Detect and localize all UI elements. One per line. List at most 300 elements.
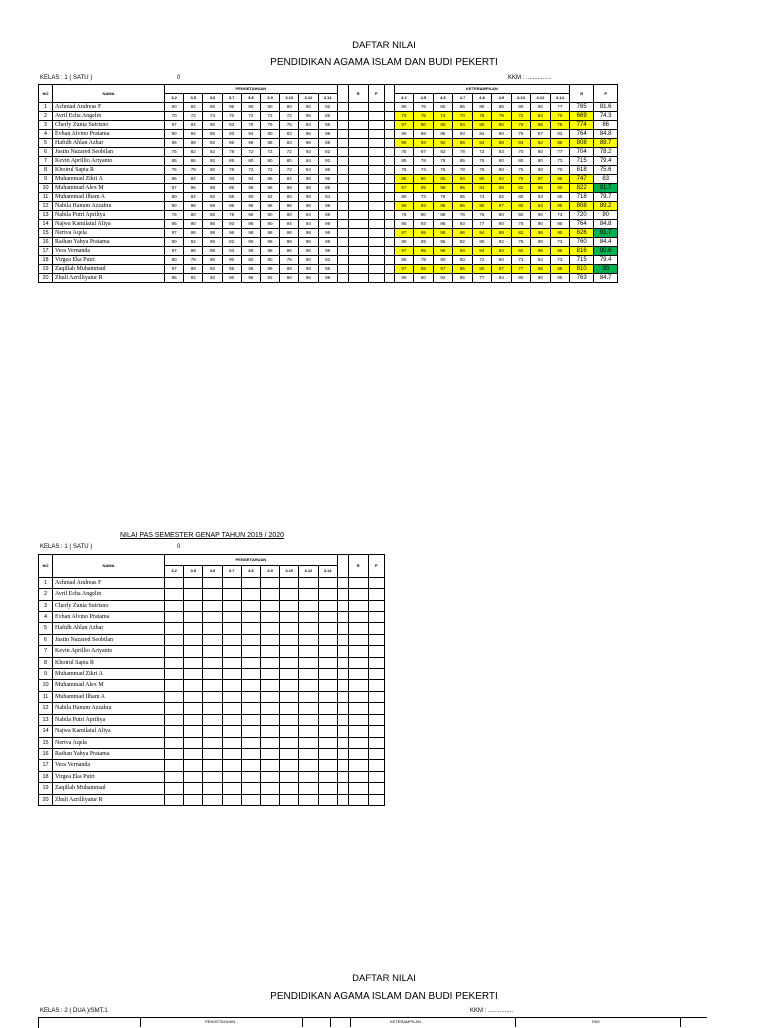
score-cell <box>165 714 184 725</box>
average-p: 74.3 <box>594 112 618 121</box>
score-cell <box>260 783 279 794</box>
average-p: 79.4 <box>594 256 618 265</box>
ket-score: 90 <box>531 238 551 247</box>
peng-score: 86 <box>260 175 279 184</box>
row-no: 16 <box>39 238 53 247</box>
ket-score: 82 <box>511 184 531 193</box>
empty-cell <box>337 783 348 794</box>
score-cell <box>299 737 318 748</box>
average-p: 91.7 <box>594 184 618 193</box>
empty-cell <box>348 139 368 148</box>
header-kd: 3.2 <box>165 566 184 577</box>
ket-score: 80 <box>492 121 512 130</box>
score-cell <box>260 657 279 668</box>
header-kd: 3.6 <box>203 94 222 103</box>
empty-cell <box>368 148 384 157</box>
ket-score: 85 <box>394 157 414 166</box>
header-kd: 3.7 <box>222 94 241 103</box>
header-kd: 4.2 <box>394 94 414 103</box>
score-cell <box>299 726 318 737</box>
empty-cell <box>337 256 348 265</box>
score-cell <box>299 760 318 771</box>
peng-score: 80 <box>184 211 203 220</box>
ket-score: 90 <box>394 202 414 211</box>
peng-score: 80 <box>280 103 299 112</box>
peng-score: 86 <box>203 220 222 229</box>
peng-score: 96 <box>299 247 318 256</box>
peng-score: 92 <box>260 193 279 202</box>
table-row <box>39 657 385 668</box>
peng-score: 90 <box>222 274 241 283</box>
header-kd: 3.12 <box>299 94 318 103</box>
ket-score: 80 <box>472 121 492 130</box>
peng-score: 90 <box>299 256 318 265</box>
ket-score: 95 <box>414 184 434 193</box>
score-cell <box>165 612 184 623</box>
score-cell <box>318 703 337 714</box>
empty-cell <box>368 623 384 634</box>
ket-score: 85 <box>453 274 473 283</box>
peng-score: 85 <box>222 157 241 166</box>
row-no: 15 <box>39 737 53 748</box>
average-p: 84.7 <box>594 274 618 283</box>
empty-cell <box>348 238 368 247</box>
ket-score: 73 <box>414 166 434 175</box>
sec1-subtitle: PENDIDIKAN AGAMA ISLAM DAN BUDI PEKERTI <box>270 57 498 68</box>
score-cell <box>165 760 184 771</box>
ket-score: 80 <box>511 103 531 112</box>
table-row <box>39 680 385 691</box>
ket-score: 83 <box>531 193 551 202</box>
peng-score: 86 <box>203 103 222 112</box>
ket-score: 84 <box>531 112 551 121</box>
ket-score: 98 <box>433 229 453 238</box>
ket-score: 85 <box>550 265 570 274</box>
empty-cell <box>337 274 348 283</box>
ket-score: 77 <box>550 148 570 157</box>
peng-score: 72 <box>241 112 260 121</box>
header-no: NO <box>39 85 53 103</box>
empty-cell <box>384 274 394 283</box>
ket-score: 75 <box>511 220 531 229</box>
peng-score: 96 <box>241 211 260 220</box>
peng-score: 98 <box>318 220 337 229</box>
row-no: 13 <box>39 211 53 220</box>
score-cell <box>184 771 203 782</box>
peng-score: 92 <box>203 157 222 166</box>
empty-cell <box>337 184 348 193</box>
student-name: Nabila Putri Apriliya <box>53 211 165 220</box>
ket-score: 80 <box>531 166 551 175</box>
row-no: 4 <box>39 612 53 623</box>
score-cell <box>165 577 184 588</box>
peng-score: 84 <box>184 175 203 184</box>
ket-score: 82 <box>550 130 570 139</box>
peng-score: 72 <box>260 148 279 157</box>
score-cell <box>203 783 222 794</box>
empty-cell <box>368 600 384 611</box>
score-cell <box>222 748 241 759</box>
peng-score: 98 <box>299 193 318 202</box>
score-cell <box>222 714 241 725</box>
score-cell <box>318 737 337 748</box>
score-cell <box>222 737 241 748</box>
ket-score: 88 <box>492 139 512 148</box>
header-kd: 4.6 <box>433 94 453 103</box>
empty-cell <box>337 748 348 759</box>
table-row <box>39 220 618 229</box>
empty-cell <box>368 274 384 283</box>
ket-score: 84 <box>531 256 551 265</box>
peng-score: 94 <box>299 211 318 220</box>
empty-cell <box>348 589 368 600</box>
ket-score: 87 <box>531 175 551 184</box>
score-cell <box>280 669 299 680</box>
score-cell <box>203 748 222 759</box>
table-row <box>39 184 618 193</box>
score-cell <box>260 589 279 600</box>
average-p: 90 <box>594 265 618 274</box>
peng-score: 82 <box>203 148 222 157</box>
score-cell <box>318 612 337 623</box>
ket-score: 79 <box>492 112 512 121</box>
peng-score: 98 <box>318 238 337 247</box>
score-cell <box>184 646 203 657</box>
peng-score: 96 <box>318 166 337 175</box>
empty-cell <box>368 256 384 265</box>
score-cell <box>260 737 279 748</box>
score-cell <box>260 634 279 645</box>
ket-score: 94 <box>531 202 551 211</box>
peng-score: 98 <box>241 265 260 274</box>
score-cell <box>241 691 260 702</box>
table-row <box>39 726 385 737</box>
empty-cell <box>384 256 394 265</box>
row-no: 12 <box>39 703 53 714</box>
score-cell <box>280 714 299 725</box>
peng-score: 95 <box>165 139 184 148</box>
empty-cell <box>384 202 394 211</box>
empty-cell <box>384 247 394 256</box>
empty-cell <box>348 691 368 702</box>
ket-score: 87 <box>531 130 551 139</box>
row-no: 5 <box>39 139 53 148</box>
empty-cell <box>368 669 384 680</box>
empty-cell <box>337 157 348 166</box>
empty-cell <box>348 657 368 668</box>
ket-score: 90 <box>550 229 570 238</box>
ket-score: 88 <box>492 184 512 193</box>
peng-score: 98 <box>260 184 279 193</box>
score-cell <box>165 703 184 714</box>
sec2-kelas: KELAS : 1 ( SATU ) <box>40 544 93 550</box>
peng-score: 94 <box>184 130 203 139</box>
ket-score: 92 <box>433 139 453 148</box>
peng-score: 98 <box>260 247 279 256</box>
ket-score: 74 <box>433 112 453 121</box>
empty-cell <box>384 211 394 220</box>
ket-score: 97 <box>394 265 414 274</box>
ket-score: 93 <box>414 202 434 211</box>
ket-score: 96 <box>531 265 551 274</box>
peng-score: 90 <box>299 103 318 112</box>
ket-score: 77 <box>472 220 492 229</box>
ket-score: 77 <box>550 103 570 112</box>
ket-score: 87 <box>492 265 512 274</box>
ket-score: 70 <box>550 112 570 121</box>
ket-score: 80 <box>414 175 434 184</box>
peng-score: 98 <box>260 202 279 211</box>
peng-score: 92 <box>184 103 203 112</box>
peng-score: 98 <box>318 184 337 193</box>
empty-cell <box>368 737 384 748</box>
student-name: Avril Echa Angelin <box>53 112 165 121</box>
score-cell <box>241 634 260 645</box>
student-name: Achmad Andreas F <box>53 577 165 588</box>
score-cell <box>165 589 184 600</box>
peng-score: 98 <box>184 139 203 148</box>
table-row <box>39 166 618 175</box>
sec3-kkm: KKM : ............... <box>470 1008 514 1014</box>
empty-cell <box>348 737 368 748</box>
score-cell <box>299 589 318 600</box>
empty-cell <box>348 229 368 238</box>
peng-score: 78 <box>222 166 241 175</box>
student-name: Zhuli Azrilliyatur R <box>53 274 165 283</box>
empty-cell <box>348 577 368 588</box>
empty-cell <box>384 193 394 202</box>
table-row <box>39 794 385 805</box>
ket-score: 90 <box>394 130 414 139</box>
score-cell <box>318 600 337 611</box>
ket-score: 97 <box>394 229 414 238</box>
ket-score: 80 <box>492 211 512 220</box>
score-cell <box>222 680 241 691</box>
score-cell <box>222 600 241 611</box>
peng-score: 85 <box>165 274 184 283</box>
peng-score: 82 <box>241 256 260 265</box>
score-cell <box>222 703 241 714</box>
header-kd: 3.10 <box>280 94 299 103</box>
ket-score: 72 <box>511 112 531 121</box>
score-cell <box>299 646 318 657</box>
ket-score: 87 <box>414 148 434 157</box>
score-cell <box>280 680 299 691</box>
score-cell <box>184 737 203 748</box>
ket-score: 78 <box>511 238 531 247</box>
empty-cell <box>337 202 348 211</box>
score-cell <box>241 783 260 794</box>
row-no: 15 <box>39 229 53 238</box>
ket-score: 72 <box>472 256 492 265</box>
sec2-grade-table <box>38 554 385 806</box>
peng-score: 94 <box>299 166 318 175</box>
header-spacer <box>384 85 394 103</box>
ket-score: 96 <box>531 121 551 130</box>
peng-score: 90 <box>184 220 203 229</box>
sec3-peng-header: PENGETAHUAN <box>205 1019 236 1024</box>
ket-score: 75 <box>414 112 434 121</box>
empty-cell <box>348 220 368 229</box>
ket-score: 86 <box>492 103 512 112</box>
empty-cell <box>368 166 384 175</box>
empty-cell <box>348 103 368 112</box>
score-cell <box>184 634 203 645</box>
table-row <box>39 623 385 634</box>
empty-cell <box>337 211 348 220</box>
peng-score: 93 <box>222 121 241 130</box>
row-no: 7 <box>39 646 53 657</box>
average-p: 78.2 <box>594 148 618 157</box>
ket-score: 90 <box>394 238 414 247</box>
ket-score: 78 <box>433 157 453 166</box>
ket-score: 73 <box>414 193 434 202</box>
score-cell <box>260 748 279 759</box>
student-name: Cherly Zunia Sutrisno <box>53 121 165 130</box>
score-cell <box>222 657 241 668</box>
table-row <box>39 600 385 611</box>
score-cell <box>184 623 203 634</box>
peng-score: 90 <box>260 211 279 220</box>
header-p: P <box>368 555 384 578</box>
ket-score: 80 <box>394 103 414 112</box>
empty-cell <box>337 265 348 274</box>
header-keterampilan: KETERAMPILAN <box>394 85 570 94</box>
peng-score: 80 <box>260 256 279 265</box>
table-row <box>39 634 385 645</box>
peng-score: 83 <box>280 130 299 139</box>
empty-cell <box>368 794 384 805</box>
ket-score: 78 <box>414 256 434 265</box>
score-cell <box>184 726 203 737</box>
student-name: Najwa Kamilatul Aliya <box>53 726 165 737</box>
score-cell <box>184 748 203 759</box>
ket-score: 80 <box>511 193 531 202</box>
table-row <box>39 148 618 157</box>
peng-score: 85 <box>203 130 222 139</box>
score-cell <box>203 600 222 611</box>
peng-score: 98 <box>260 229 279 238</box>
table-row <box>39 256 618 265</box>
row-no: 1 <box>39 577 53 588</box>
row-no: 10 <box>39 680 53 691</box>
score-cell <box>280 703 299 714</box>
peng-score: 92 <box>318 256 337 265</box>
ket-score: 73 <box>550 157 570 166</box>
empty-cell <box>348 166 368 175</box>
empty-cell <box>368 634 384 645</box>
peng-score: 90 <box>222 256 241 265</box>
average-p: 84.4 <box>594 238 618 247</box>
score-cell <box>280 634 299 645</box>
peng-score: 98 <box>318 265 337 274</box>
score-cell <box>241 703 260 714</box>
ket-score: 96 <box>531 184 551 193</box>
student-name: Muhammad Zikri A <box>53 175 165 184</box>
header-kd: 3.2 <box>165 94 184 103</box>
peng-score: 90 <box>260 103 279 112</box>
ket-score: 90 <box>531 211 551 220</box>
empty-cell <box>348 646 368 657</box>
peng-score: 92 <box>318 157 337 166</box>
header-kd: 3.9 <box>260 94 279 103</box>
ket-score: 96 <box>453 265 473 274</box>
ket-score: 80 <box>492 220 512 229</box>
ket-score: 95 <box>414 247 434 256</box>
score-cell <box>299 703 318 714</box>
total-r: 808 <box>570 202 594 211</box>
peng-score: 92 <box>299 148 318 157</box>
score-cell <box>184 714 203 725</box>
empty-cell <box>368 783 384 794</box>
score-cell <box>184 577 203 588</box>
empty-cell <box>337 229 348 238</box>
peng-score: 78 <box>222 211 241 220</box>
student-name: Neriva Aqela <box>53 229 165 238</box>
score-cell <box>241 657 260 668</box>
student-name: Muhammad Ilham A <box>53 691 165 702</box>
ket-score: 90 <box>394 274 414 283</box>
ket-score: 95 <box>394 139 414 148</box>
empty-cell <box>368 748 384 759</box>
sec2-title: NILAI PAS SEMESTER GENAP TAHUN 2019 / 2020 <box>120 532 285 539</box>
ket-score: 96 <box>531 229 551 238</box>
student-name: Muhammad Ilham A <box>53 193 165 202</box>
peng-score: 94 <box>318 193 337 202</box>
row-no: 17 <box>39 247 53 256</box>
peng-score: 98 <box>203 229 222 238</box>
peng-score: 90 <box>203 121 222 130</box>
empty-cell <box>337 103 348 112</box>
peng-score: 86 <box>318 112 337 121</box>
peng-score: 90 <box>165 103 184 112</box>
score-cell <box>280 623 299 634</box>
average-p: 75.6 <box>594 166 618 175</box>
student-name: Muhammad Alex M <box>53 680 165 691</box>
score-cell <box>203 691 222 702</box>
table-row <box>39 612 385 623</box>
peng-score: 82 <box>222 238 241 247</box>
peng-score: 96 <box>299 238 318 247</box>
empty-cell <box>368 238 384 247</box>
peng-score: 96 <box>203 238 222 247</box>
ket-score: 90 <box>433 121 453 130</box>
peng-score: 80 <box>280 193 299 202</box>
peng-score: 75 <box>280 121 299 130</box>
average-p: 79.7 <box>594 193 618 202</box>
empty-cell <box>368 646 384 657</box>
total-r: 760 <box>570 238 594 247</box>
sec1-grade-table <box>38 84 618 283</box>
ket-score: 98 <box>433 247 453 256</box>
header-kd: 3.7 <box>222 566 241 577</box>
empty-cell <box>384 103 394 112</box>
peng-score: 70 <box>222 112 241 121</box>
empty-cell <box>384 184 394 193</box>
ket-score: 95 <box>414 265 434 274</box>
header-kd: 3.8 <box>241 94 260 103</box>
ket-score: 92 <box>531 139 551 148</box>
empty-cell <box>384 238 394 247</box>
peng-score: 97 <box>165 247 184 256</box>
score-cell <box>203 577 222 588</box>
empty-cell <box>337 148 348 157</box>
row-no: 2 <box>39 589 53 600</box>
ket-score: 85 <box>394 256 414 265</box>
peng-score: 93 <box>222 130 241 139</box>
row-no: 10 <box>39 184 53 193</box>
score-cell <box>184 794 203 805</box>
